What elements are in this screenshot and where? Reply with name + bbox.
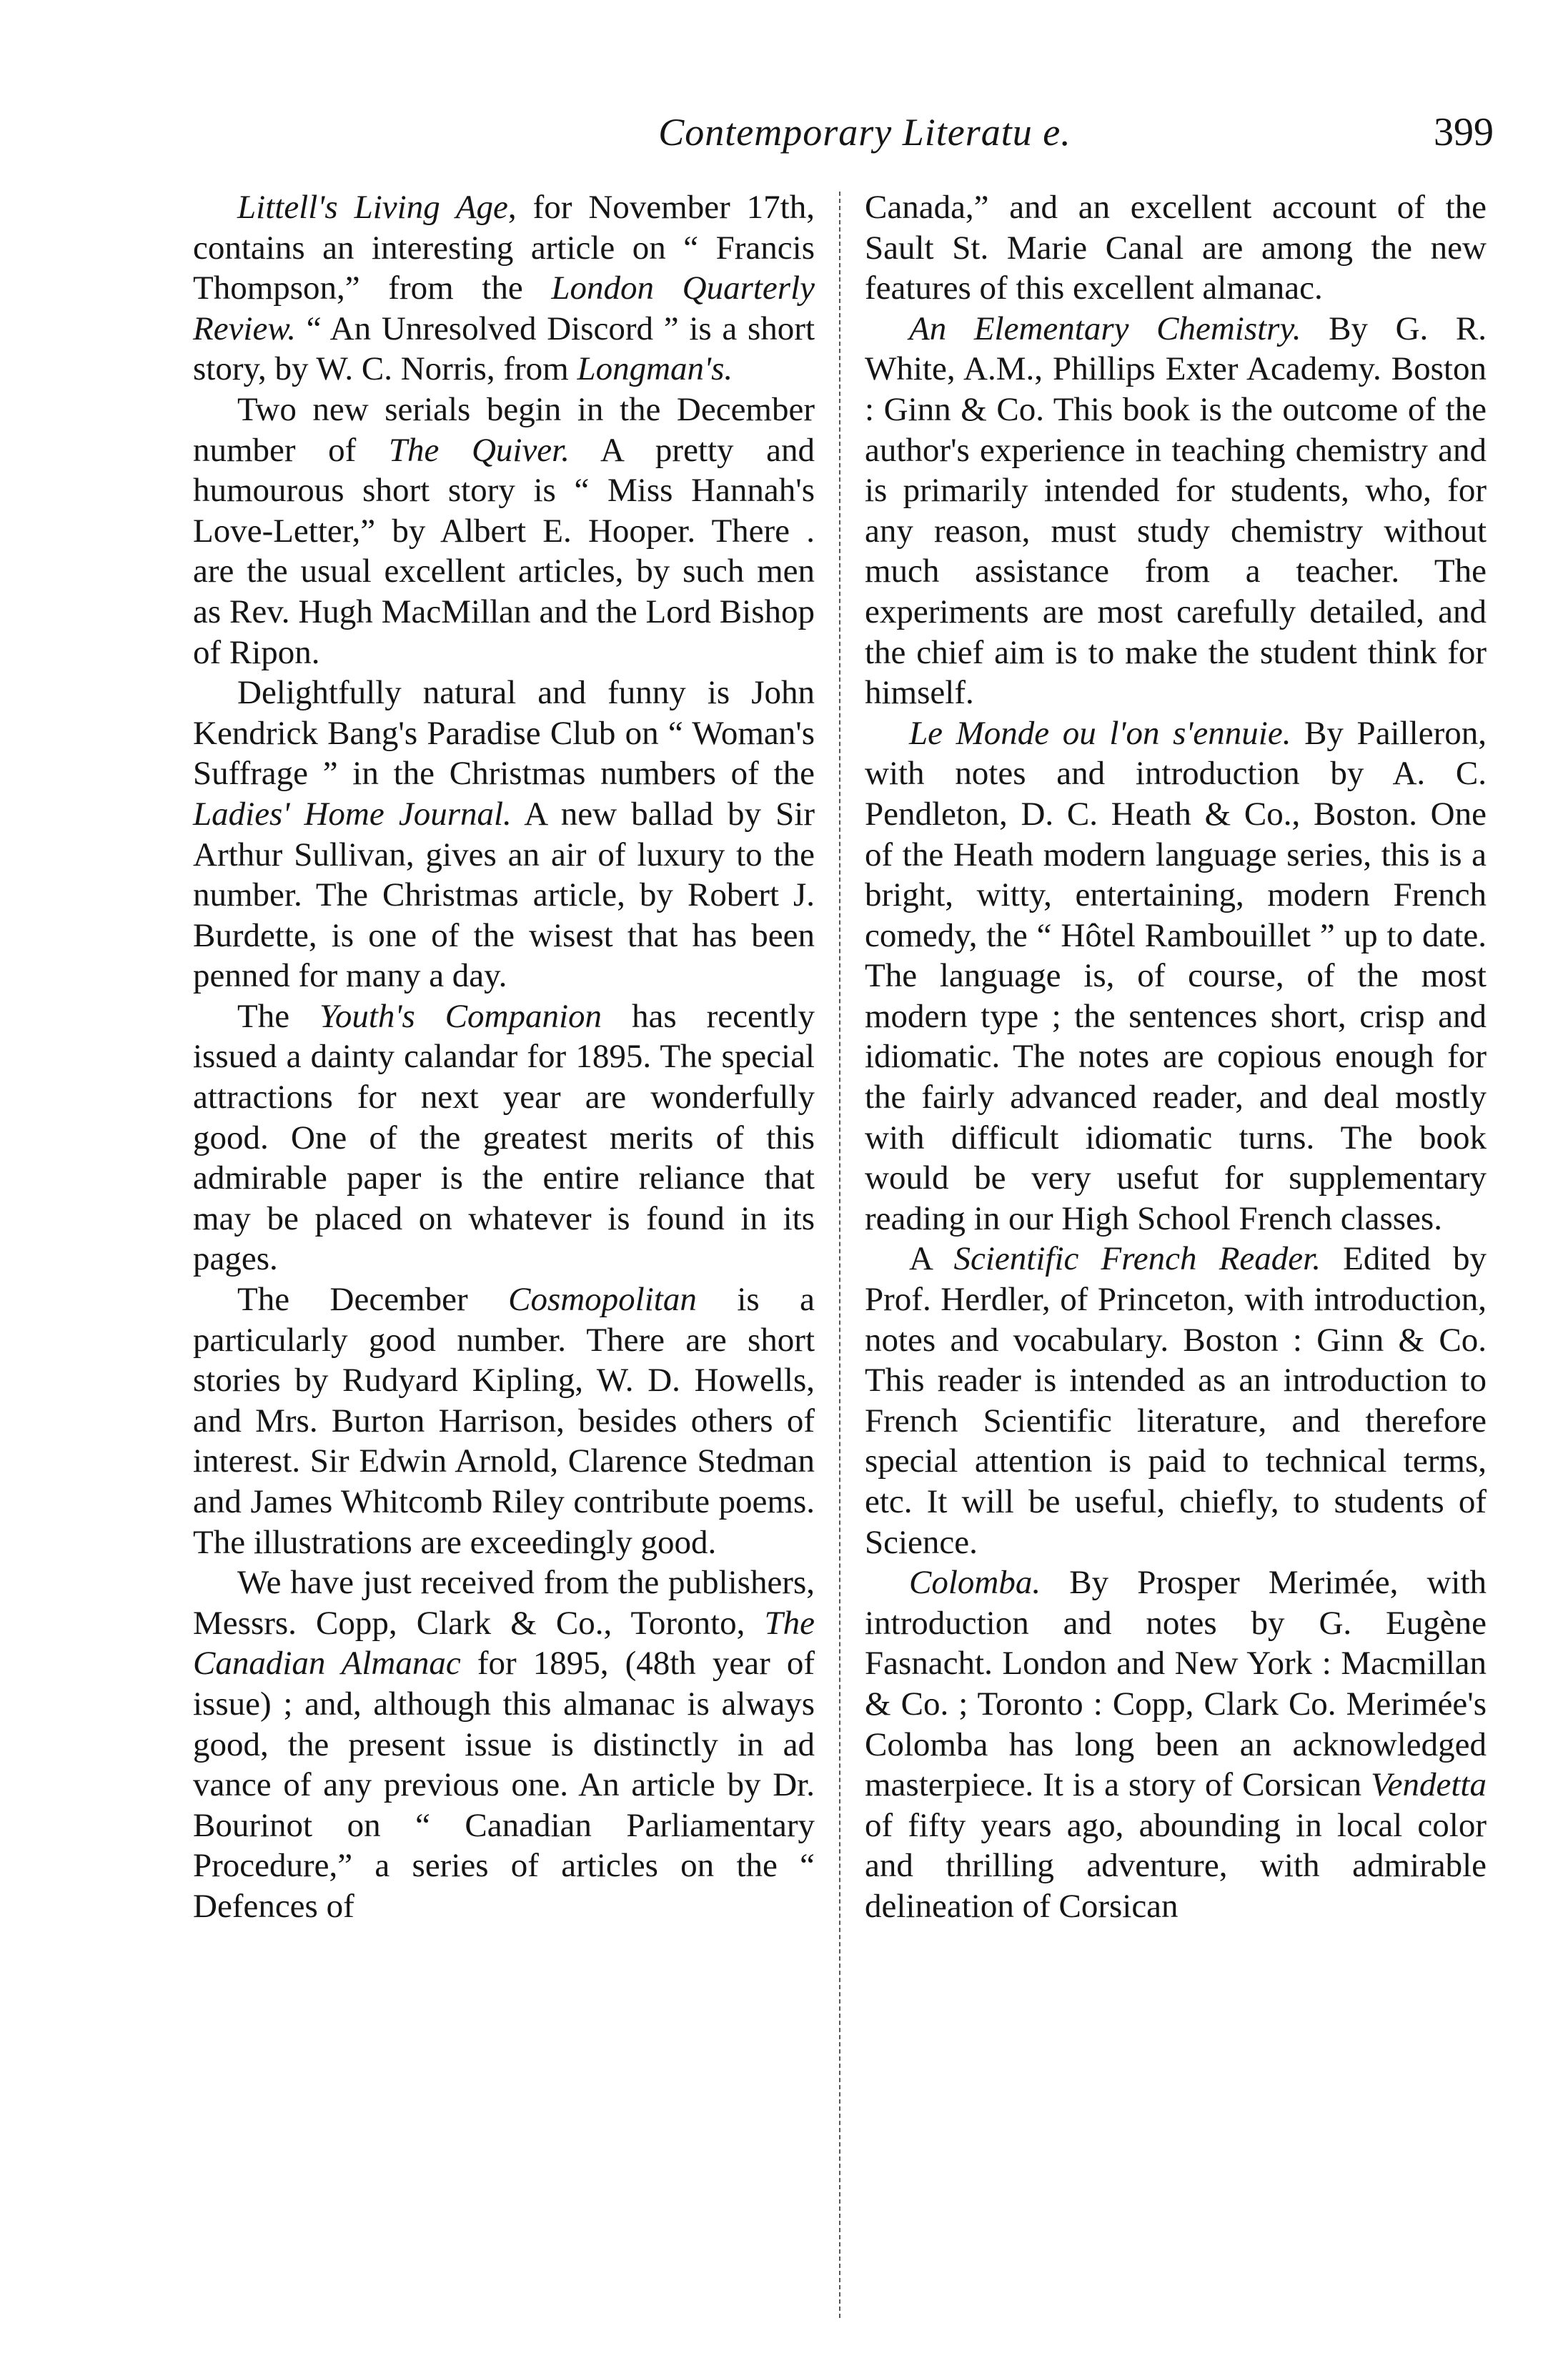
paragraph-le-monde <box>865 713 1487 1239</box>
paragraph-canadian-almanac <box>193 1562 815 1926</box>
text-run: By G. R. White, A.M., Phillips Exter Academy. Boston : Ginn & Co. This book is the outcome of the author's experience in teaching chemistry and is primarily intended for students, who, for any reason, must study chemistry without much assistance from a teacher. The experiments are most carefully detailed, and the chief aim is to make the student think for himself. <box>865 309 1487 712</box>
text-run: has recently issued a dainty calandar for 1895. The special attractions for next year are wonderfully good. One of the greatest merits of this admirable paper is the entire reliance that may be placed on whatever is found in its pages. <box>193 997 815 1278</box>
text-run: We have just received from the publishers, Messrs. Copp, Clark & Co., Toronto, <box>193 1564 815 1642</box>
paragraph-elementary-chemistry <box>865 309 1487 713</box>
periodical-title: London Quarterly Review. <box>193 269 815 347</box>
text-run: of fifty years ago, abounding in local color and thrilling adventure, with admirable delineation of Corsican <box>865 1806 1487 1925</box>
text-run: for 1895, (48th year of issue) ; and, although this almanac is always good, the present issue is distinctly in ad vance of any previous one. An article by Dr. Bourinot on “ Canadian Parliamentary Procedure,” a series of articles on the “ Defences of <box>193 1645 815 1925</box>
periodical-title: Longman's. <box>577 350 733 388</box>
running-title: Contemporary Literatu e. <box>658 111 1071 154</box>
text-run: “ An Unresolved Discord ” is a short story, by W. C. Norris, from <box>193 309 815 388</box>
paragraph-cosmopolitan <box>193 1279 815 1562</box>
periodical-title: Cosmopolitan <box>508 1281 697 1319</box>
book-title: Scientific French Reader. <box>953 1240 1321 1278</box>
paragraph-ladies-home-journal <box>193 673 815 996</box>
periodical-title: Youth's Companion <box>319 997 602 1035</box>
text-run: Two new serials begin in the December number of <box>193 390 815 469</box>
paragraph-youths-companion <box>193 996 815 1279</box>
periodical-title: Ladies' Home Journal. <box>193 795 512 833</box>
italic-term: Vendetta <box>1371 1766 1487 1804</box>
book-title: An Elementary Chemistry. <box>909 309 1301 347</box>
book-title: Colomba. <box>909 1564 1041 1602</box>
text-run: Delightfully natural and funny is John Kendrick Bang's Paradise Club on “ Woman's Suffrage ” in the Christmas numbers of the <box>193 674 815 793</box>
paragraph-littells-living-age <box>193 187 815 390</box>
paragraph-scientific-french-reader <box>865 1239 1487 1562</box>
text-run: By Prosper Merimée, with introduction and notes by G. Eugène Fasnacht. London and New York : Macmillan & Co. ; Toronto : Copp, Clark Co. Merimée's Colomba has long been an acknowledged masterpiece. It is a story of Corsican <box>865 1564 1487 1804</box>
page-number: 399 <box>1434 110 1494 154</box>
text-run: The <box>237 997 320 1035</box>
text-run: Edited by Prof. Herdler, of Princeton, with introduction, notes and vocabulary. Boston : Ginn & Co. This reader is intended as an introduction to French Scientific literature, and therefore special attention is paid to technical terms, etc. It will be useful, chiefly, to students of Science. <box>865 1240 1487 1561</box>
text-run: , for November 17th, contains an interesting article on “ Francis Thompson,” from the <box>193 189 815 307</box>
text-run: A <box>909 1240 954 1278</box>
left-column <box>193 187 815 1927</box>
text-run: A pretty and humourous short story is “ Miss Hannah's Love-Letter,” by Albert E. Hooper. There . are the usual excellent articles, by such men as Rev. Hugh MacMillan and the Lord Bishop of Ripon. <box>193 431 815 671</box>
periodical-title: Littell's Living Age <box>237 189 508 226</box>
text-run: The December <box>237 1281 509 1319</box>
periodical-title: The Quiver. <box>388 431 570 469</box>
text-run: A new ballad by Sir Arthur Sullivan, gives an air of luxury to the number. The Christmas article, by Robert J. Burdette, is one of the wisest that has been penned for many a day. <box>193 795 815 995</box>
paragraph-the-quiver <box>193 390 815 673</box>
right-column <box>865 187 1487 1927</box>
text-run: is a particularly good number. There are short stories by Rudyard Kipling, W. D. Howells, and Mrs. Burton Harrison, besides others of interest. Sir Edwin Arnold, Clarence Stedman and James Whitcomb Riley contribute poems. The illustrations are exceedingly good. <box>193 1281 815 1561</box>
book-title: The Canadian Almanac <box>193 1604 815 1683</box>
paragraph-almanac-continued <box>865 187 1487 309</box>
running-head <box>193 107 1494 164</box>
book-title: Le Monde ou l'on s'ennuie. <box>909 714 1291 752</box>
text-run: By Pailleron, with notes and introduction by A. C. Pendleton, D. C. Heath & Co., Boston. One of the Heath modern language series, this is a bright, witty, entertaining, modern French comedy, the “ Hôtel Rambouillet ” up to date. The language is, of course, of the most modern type ; the sentences short, crisp and idiomatic. The notes are copious enough for the fairly advanced reader, and deal mostly with difficult idiomatic turns. The book would be very usefut for supplementary reading in our High School French classes. <box>865 714 1487 1237</box>
column-rule <box>839 192 840 2318</box>
paragraph-colomba <box>865 1562 1487 1926</box>
text-run: Canada,” and an excellent account of the Sault St. Marie Canal are among the new features of this excellent almanac. <box>865 189 1487 307</box>
